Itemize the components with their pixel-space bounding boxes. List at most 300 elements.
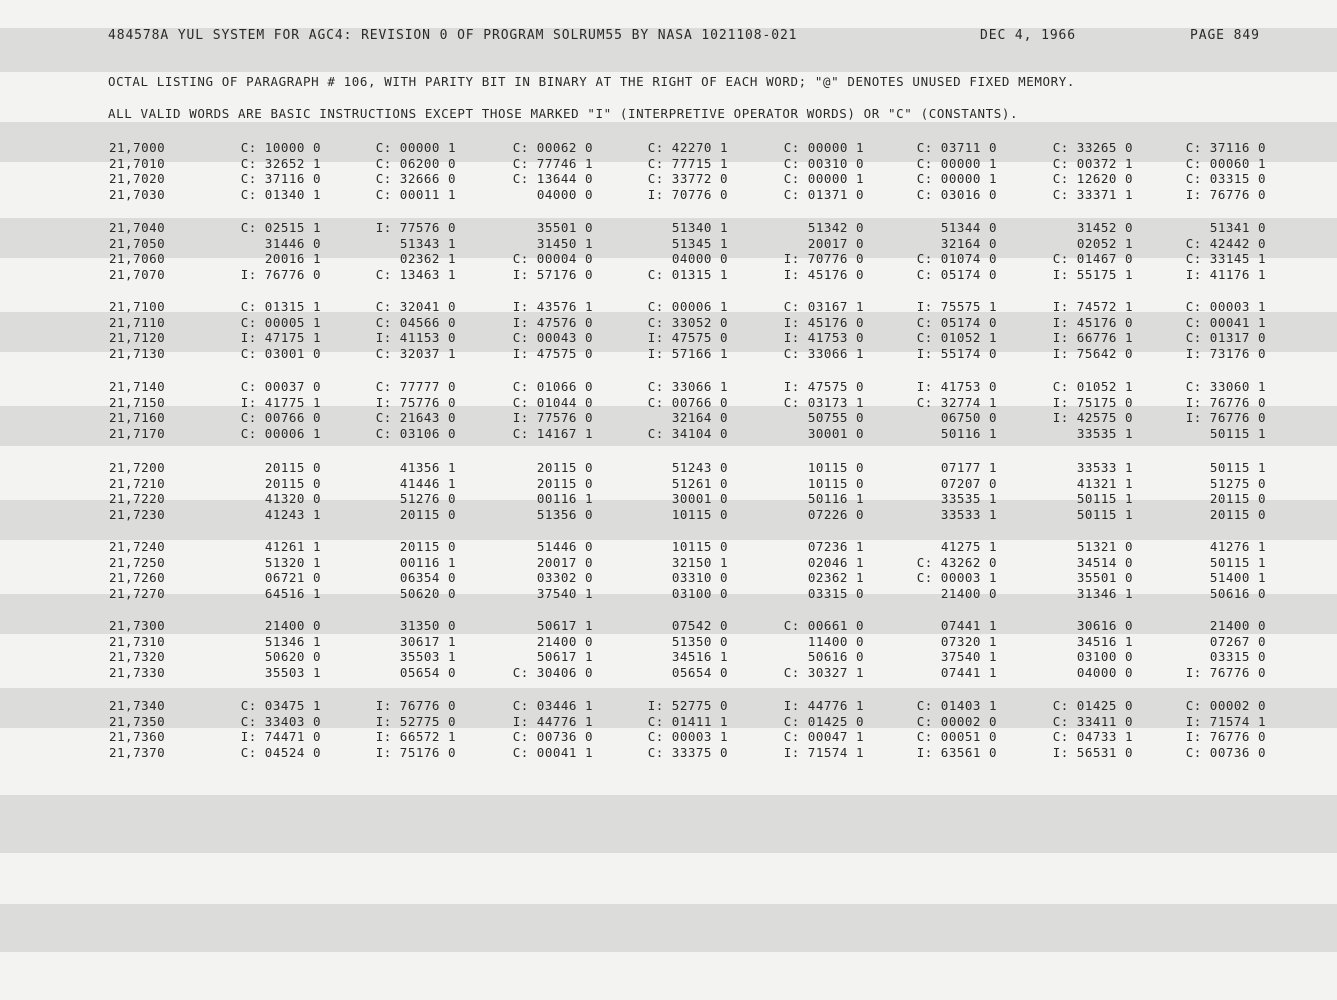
row-address: 21,7200 — [109, 460, 166, 475]
memory-word: 51350 0 — [671, 633, 728, 649]
memory-word: I: 73176 0 — [1185, 345, 1266, 361]
memory-word: C: 01467 0 — [1052, 251, 1133, 266]
memory-word: C: 10000 0 — [240, 140, 321, 155]
memory-word: 51243 0 — [671, 460, 728, 475]
memory-word: 00116 1 — [399, 554, 456, 570]
memory-word: 07441 1 — [940, 664, 997, 680]
memory-word: I: 63561 0 — [916, 744, 997, 760]
memory-word: 21400 0 — [264, 618, 321, 633]
memory-word: 50617 1 — [536, 649, 593, 664]
memory-word: 02052 1 — [1076, 235, 1133, 251]
listing-row — [0, 507, 1337, 522]
memory-word: 41446 1 — [399, 475, 456, 491]
memory-word: I: 56531 0 — [1052, 744, 1133, 760]
memory-word: 51321 0 — [1076, 539, 1133, 554]
memory-word: C: 00060 1 — [1185, 155, 1266, 171]
listing-row — [0, 476, 1337, 491]
memory-word: 35503 1 — [264, 664, 321, 680]
memory-word: I: 76776 0 — [1185, 394, 1266, 410]
memory-word: C: 01052 1 — [916, 330, 997, 345]
row-address: 21,7100 — [109, 299, 166, 314]
row-address: 21,7160 — [109, 410, 166, 425]
memory-word: I: 41775 1 — [240, 394, 321, 410]
memory-word: C: 00004 0 — [512, 251, 593, 266]
memory-word: I: 75176 0 — [375, 744, 456, 760]
memory-word: 04000 0 — [536, 186, 593, 202]
memory-word: C: 32652 1 — [240, 155, 321, 171]
row-address: 21,7340 — [109, 698, 166, 713]
memory-word: 03310 0 — [671, 570, 728, 585]
listing-row — [0, 555, 1337, 570]
memory-word: C: 33052 0 — [647, 314, 728, 330]
memory-word: C: 77715 1 — [647, 155, 728, 171]
listing-row — [0, 315, 1337, 330]
memory-word: I: 47576 0 — [512, 314, 593, 330]
memory-word: 34516 1 — [671, 649, 728, 664]
memory-word: 30001 0 — [671, 491, 728, 506]
memory-word: C: 33371 1 — [1052, 186, 1133, 202]
memory-word: I: 44776 1 — [783, 698, 864, 713]
memory-word: C: 03106 0 — [375, 425, 456, 441]
memory-word: 51275 0 — [1209, 475, 1266, 491]
memory-word: 00116 1 — [536, 491, 593, 506]
memory-word: 20017 0 — [536, 554, 593, 570]
memory-word: C: 32774 1 — [916, 394, 997, 410]
description-line-2: ALL VALID WORDS ARE BASIC INSTRUCTIONS EXCEPT THOSE MARKED "I" (INTERPRETIVE OPERATOR WORDS) OR "C" (CONSTANTS). — [108, 106, 1019, 121]
memory-word: 50115 1 — [1209, 425, 1266, 441]
row-address: 21,7060 — [109, 251, 166, 266]
memory-word: I: 74572 1 — [1052, 299, 1133, 314]
memory-word: C: 13644 0 — [512, 171, 593, 186]
memory-word: 32150 1 — [671, 554, 728, 570]
row-address: 21,7320 — [109, 649, 166, 664]
memory-word: 20115 0 — [536, 475, 593, 491]
memory-word: C: 01411 1 — [647, 713, 728, 729]
memory-word: C: 00006 1 — [647, 299, 728, 314]
memory-word: 20115 0 — [264, 460, 321, 475]
memory-word: C: 04566 0 — [375, 314, 456, 330]
memory-word: 50116 1 — [807, 491, 864, 506]
memory-word: 50116 1 — [940, 425, 997, 441]
memory-word: I: 75175 0 — [1052, 394, 1133, 410]
memory-word: I: 42575 0 — [1052, 410, 1133, 425]
memory-word: C: 33772 0 — [647, 171, 728, 186]
memory-word: 32164 0 — [671, 410, 728, 425]
memory-word: C: 04524 0 — [240, 744, 321, 760]
memory-word: I: 52775 0 — [647, 698, 728, 713]
memory-word: 06750 0 — [940, 410, 997, 425]
listing-row — [0, 267, 1337, 282]
memory-word: 51343 1 — [399, 235, 456, 251]
memory-word: 07320 1 — [940, 633, 997, 649]
row-address: 21,7310 — [109, 633, 166, 649]
memory-word: I: 47575 0 — [783, 379, 864, 394]
listing-row — [0, 698, 1337, 713]
memory-word: 02362 1 — [399, 251, 456, 266]
memory-word: I: 45176 0 — [1052, 314, 1133, 330]
memory-word: 50616 0 — [1209, 585, 1266, 601]
row-address: 21,7150 — [109, 394, 166, 410]
memory-word: 20115 0 — [1209, 491, 1266, 506]
memory-word: 41321 1 — [1076, 475, 1133, 491]
memory-word: I: 45176 0 — [783, 314, 864, 330]
memory-word: I: 70776 0 — [647, 186, 728, 202]
memory-word: 07226 0 — [807, 506, 864, 522]
row-address: 21,7270 — [109, 585, 166, 601]
memory-word: 37540 1 — [940, 649, 997, 664]
memory-word: I: 47575 0 — [647, 330, 728, 345]
listing-row — [0, 236, 1337, 251]
memory-word: 03315 0 — [807, 585, 864, 601]
memory-word: 33533 1 — [940, 506, 997, 522]
row-address: 21,7370 — [109, 744, 166, 760]
memory-word: C: 33060 1 — [1185, 379, 1266, 394]
row-address: 21,7110 — [109, 314, 166, 330]
memory-word: 51320 1 — [264, 554, 321, 570]
memory-word: 20017 0 — [807, 235, 864, 251]
memory-word: C: 01340 1 — [240, 186, 321, 202]
memory-word: 51340 1 — [671, 220, 728, 235]
listing-row — [0, 251, 1337, 266]
memory-word: I: 47175 1 — [240, 330, 321, 345]
memory-word: C: 32041 0 — [375, 299, 456, 314]
memory-word: C: 43262 0 — [916, 554, 997, 570]
memory-word: C: 00003 1 — [647, 729, 728, 744]
memory-word: I: 66572 1 — [375, 729, 456, 744]
memory-word: I: 71574 1 — [1185, 713, 1266, 729]
memory-word: C: 00002 0 — [1185, 698, 1266, 713]
memory-word: 51261 0 — [671, 475, 728, 491]
memory-word: 07267 0 — [1209, 633, 1266, 649]
memory-word: 06354 0 — [399, 570, 456, 585]
memory-word: C: 00372 1 — [1052, 155, 1133, 171]
memory-word: C: 03173 1 — [783, 394, 864, 410]
listing-row — [0, 187, 1337, 202]
memory-word: C: 03475 1 — [240, 698, 321, 713]
memory-word: I: 77576 0 — [512, 410, 593, 425]
memory-word: 10115 0 — [671, 539, 728, 554]
memory-word: 32164 0 — [940, 235, 997, 251]
row-address: 21,7020 — [109, 171, 166, 186]
memory-word: 50115 1 — [1209, 460, 1266, 475]
memory-word: 41320 0 — [264, 491, 321, 506]
memory-word: 50115 1 — [1076, 506, 1133, 522]
row-address: 21,7360 — [109, 729, 166, 744]
memory-word: C: 00037 0 — [240, 379, 321, 394]
listing-row — [0, 570, 1337, 585]
memory-word: C: 00002 0 — [916, 713, 997, 729]
memory-word: 41261 1 — [264, 539, 321, 554]
memory-word: 31450 1 — [536, 235, 593, 251]
row-address: 21,7130 — [109, 345, 166, 361]
memory-word: I: 57176 0 — [512, 266, 593, 282]
memory-word: 21400 0 — [940, 585, 997, 601]
row-address: 21,7300 — [109, 618, 166, 633]
row-address: 21,7120 — [109, 330, 166, 345]
page-number: PAGE 849 — [1190, 28, 1260, 43]
row-address: 21,7250 — [109, 554, 166, 570]
listing-row — [0, 586, 1337, 601]
memory-word: 03100 0 — [1076, 649, 1133, 664]
row-address: 21,7010 — [109, 155, 166, 171]
memory-word: I: 76776 0 — [1185, 410, 1266, 425]
memory-word: 51276 0 — [399, 491, 456, 506]
memory-word: 30617 1 — [399, 633, 456, 649]
memory-word: C: 30327 1 — [783, 664, 864, 680]
memory-word: C: 33411 0 — [1052, 713, 1133, 729]
row-address: 21,7240 — [109, 539, 166, 554]
memory-word: 02046 1 — [807, 554, 864, 570]
memory-word: I: 71574 1 — [783, 744, 864, 760]
memory-word: C: 77777 0 — [375, 379, 456, 394]
listing-row — [0, 714, 1337, 729]
memory-word: 35503 1 — [399, 649, 456, 664]
memory-word: 34514 0 — [1076, 554, 1133, 570]
memory-word: C: 01066 0 — [512, 379, 593, 394]
memory-word: C: 33375 0 — [647, 744, 728, 760]
memory-word: C: 00005 1 — [240, 314, 321, 330]
memory-word: I: 55175 1 — [1052, 266, 1133, 282]
memory-word: C: 33066 1 — [647, 379, 728, 394]
memory-word: C: 01425 0 — [1052, 698, 1133, 713]
memory-word: 20115 0 — [399, 539, 456, 554]
memory-word: C: 03167 1 — [783, 299, 864, 314]
memory-word: C: 03446 1 — [512, 698, 593, 713]
memory-word: I: 44776 1 — [512, 713, 593, 729]
memory-word: C: 33066 1 — [783, 345, 864, 361]
memory-word: C: 34104 0 — [647, 425, 728, 441]
memory-word: C: 00047 1 — [783, 729, 864, 744]
row-address: 21,7260 — [109, 570, 166, 585]
memory-word: 41356 1 — [399, 460, 456, 475]
memory-word: I: 74471 0 — [240, 729, 321, 744]
memory-word: C: 00766 0 — [240, 410, 321, 425]
listing-row — [0, 330, 1337, 345]
memory-word: 35501 0 — [1076, 570, 1133, 585]
memory-word: I: 52775 0 — [375, 713, 456, 729]
memory-word: 02362 1 — [807, 570, 864, 585]
memory-word: C: 05174 0 — [916, 314, 997, 330]
memory-word: C: 33403 0 — [240, 713, 321, 729]
memory-word: C: 00041 1 — [512, 744, 593, 760]
row-address: 21,7220 — [109, 491, 166, 506]
listing-row — [0, 171, 1337, 186]
memory-word: C: 00051 0 — [916, 729, 997, 744]
memory-word: 07207 0 — [940, 475, 997, 491]
memory-word: 51346 1 — [264, 633, 321, 649]
listing-row — [0, 460, 1337, 475]
memory-word: C: 00310 0 — [783, 155, 864, 171]
memory-word: C: 01074 0 — [916, 251, 997, 266]
memory-word: I: 76776 0 — [375, 698, 456, 713]
memory-word: C: 37116 0 — [240, 171, 321, 186]
memory-word: 03100 0 — [671, 585, 728, 601]
memory-word: I: 75575 1 — [916, 299, 997, 314]
memory-word: I: 76776 0 — [240, 266, 321, 282]
memory-word: C: 00062 0 — [512, 140, 593, 155]
memory-word: C: 00000 1 — [916, 171, 997, 186]
memory-word: I: 76776 0 — [1185, 664, 1266, 680]
memory-word: C: 37116 0 — [1185, 140, 1266, 155]
memory-word: C: 01425 0 — [783, 713, 864, 729]
memory-word: 10115 0 — [671, 506, 728, 522]
memory-word: C: 21643 0 — [375, 410, 456, 425]
memory-word: 20115 0 — [536, 460, 593, 475]
memory-word: I: 76776 0 — [1185, 729, 1266, 744]
memory-word: C: 00003 1 — [1185, 299, 1266, 314]
memory-word: I: 76776 0 — [1185, 186, 1266, 202]
memory-word: I: 77576 0 — [375, 220, 456, 235]
memory-word: C: 13463 1 — [375, 266, 456, 282]
memory-word: C: 00006 1 — [240, 425, 321, 441]
memory-word: 03302 0 — [536, 570, 593, 585]
memory-word: C: 32666 0 — [375, 171, 456, 186]
memory-word: I: 57166 1 — [647, 345, 728, 361]
memory-word: 51341 0 — [1209, 220, 1266, 235]
memory-word: C: 14167 1 — [512, 425, 593, 441]
memory-word: I: 55174 0 — [916, 345, 997, 361]
memory-word: 35501 0 — [536, 220, 593, 235]
memory-word: C: 03001 0 — [240, 345, 321, 361]
memory-word: 31346 1 — [1076, 585, 1133, 601]
memory-word: 20016 1 — [264, 251, 321, 266]
row-address: 21,7230 — [109, 506, 166, 522]
memory-word: C: 01317 0 — [1185, 330, 1266, 345]
memory-word: 51345 1 — [671, 235, 728, 251]
memory-word: C: 00661 0 — [783, 618, 864, 633]
memory-word: 64516 1 — [264, 585, 321, 601]
listing-row — [0, 156, 1337, 171]
memory-word: C: 33265 0 — [1052, 140, 1133, 155]
memory-word: 50620 0 — [264, 649, 321, 664]
memory-word: 33535 1 — [940, 491, 997, 506]
memory-word: I: 41176 1 — [1185, 266, 1266, 282]
memory-word: C: 00000 1 — [783, 171, 864, 186]
memory-word: C: 00000 1 — [916, 155, 997, 171]
memory-word: 50617 1 — [536, 618, 593, 633]
row-address: 21,7040 — [109, 220, 166, 235]
listing-row — [0, 346, 1337, 361]
memory-word: C: 06200 0 — [375, 155, 456, 171]
memory-word: C: 00736 0 — [512, 729, 593, 744]
memory-word: C: 00043 0 — [512, 330, 593, 345]
memory-word: 30001 0 — [807, 425, 864, 441]
memory-word: 05654 0 — [671, 664, 728, 680]
memory-word: I: 47575 0 — [512, 345, 593, 361]
memory-word: C: 00000 1 — [375, 140, 456, 155]
memory-word: C: 33145 1 — [1185, 251, 1266, 266]
memory-word: I: 66776 1 — [1052, 330, 1133, 345]
listing-date: DEC 4, 1966 — [980, 28, 1076, 43]
row-address: 21,7140 — [109, 379, 166, 394]
memory-word: 05654 0 — [399, 664, 456, 680]
memory-word: C: 12620 0 — [1052, 171, 1133, 186]
memory-word: 41276 1 — [1209, 539, 1266, 554]
job-title: 484578A YUL SYSTEM FOR AGC4: REVISION 0 OF PROGRAM SOLRUM55 BY NASA 1021108-021 — [108, 28, 798, 43]
memory-word: 04000 0 — [671, 251, 728, 266]
memory-word: 07441 1 — [940, 618, 997, 633]
listing-row — [0, 618, 1337, 633]
memory-word: 03315 0 — [1209, 649, 1266, 664]
memory-word: C: 01052 1 — [1052, 379, 1133, 394]
memory-word: 20115 0 — [264, 475, 321, 491]
memory-word: 06721 0 — [264, 570, 321, 585]
memory-word: 04000 0 — [1076, 664, 1133, 680]
row-address: 21,7210 — [109, 475, 166, 491]
memory-word: 50115 1 — [1076, 491, 1133, 506]
memory-word: 51344 0 — [940, 220, 997, 235]
memory-word: 33535 1 — [1076, 425, 1133, 441]
memory-word: 07177 1 — [940, 460, 997, 475]
memory-word: 51342 0 — [807, 220, 864, 235]
listing-row — [0, 220, 1337, 235]
memory-word: 37540 1 — [536, 585, 593, 601]
row-address: 21,7170 — [109, 425, 166, 441]
listing-row — [0, 426, 1337, 441]
memory-word: C: 02515 1 — [240, 220, 321, 235]
memory-word: 34516 1 — [1076, 633, 1133, 649]
memory-word: C: 05174 0 — [916, 266, 997, 282]
memory-word: C: 00003 1 — [916, 570, 997, 585]
listing-row — [0, 634, 1337, 649]
listing-row — [0, 299, 1337, 314]
memory-word: C: 01315 1 — [240, 299, 321, 314]
memory-word: 31452 0 — [1076, 220, 1133, 235]
memory-word: C: 00766 0 — [647, 394, 728, 410]
memory-word: 31446 0 — [264, 235, 321, 251]
memory-word: 41243 1 — [264, 506, 321, 522]
memory-word: 50620 0 — [399, 585, 456, 601]
memory-word: 20115 0 — [1209, 506, 1266, 522]
memory-word: C: 03711 0 — [916, 140, 997, 155]
memory-word: 50616 0 — [807, 649, 864, 664]
memory-word: I: 45176 0 — [783, 266, 864, 282]
memory-word: 07542 0 — [671, 618, 728, 633]
memory-word: 33533 1 — [1076, 460, 1133, 475]
memory-word: 21400 0 — [1209, 618, 1266, 633]
memory-word: C: 32037 1 — [375, 345, 456, 361]
memory-word: 50755 0 — [807, 410, 864, 425]
memory-word: C: 01371 0 — [783, 186, 864, 202]
memory-word: 51400 1 — [1209, 570, 1266, 585]
memory-word: C: 00736 0 — [1185, 744, 1266, 760]
row-address: 21,7070 — [109, 266, 166, 282]
listing-row — [0, 729, 1337, 744]
memory-word: C: 77746 1 — [512, 155, 593, 171]
memory-word: C: 00011 1 — [375, 186, 456, 202]
memory-word: I: 75642 0 — [1052, 345, 1133, 361]
row-address: 21,7350 — [109, 713, 166, 729]
memory-word: 10115 0 — [807, 475, 864, 491]
memory-word: C: 03016 0 — [916, 186, 997, 202]
memory-word: C: 01315 1 — [647, 266, 728, 282]
memory-word: I: 41153 0 — [375, 330, 456, 345]
memory-word: 21400 0 — [536, 633, 593, 649]
memory-word: I: 41753 0 — [916, 379, 997, 394]
memory-word: C: 30406 0 — [512, 664, 593, 680]
memory-word: C: 01044 0 — [512, 394, 593, 410]
row-address: 21,7000 — [109, 140, 166, 155]
memory-word: C: 42270 1 — [647, 140, 728, 155]
listing-row — [0, 395, 1337, 410]
memory-word: 20115 0 — [399, 506, 456, 522]
memory-word: C: 00000 1 — [783, 140, 864, 155]
memory-word: C: 01403 1 — [916, 698, 997, 713]
listing-row — [0, 140, 1337, 155]
listing-row — [0, 665, 1337, 680]
memory-word: 30616 0 — [1076, 618, 1133, 633]
listing-row — [0, 491, 1337, 506]
